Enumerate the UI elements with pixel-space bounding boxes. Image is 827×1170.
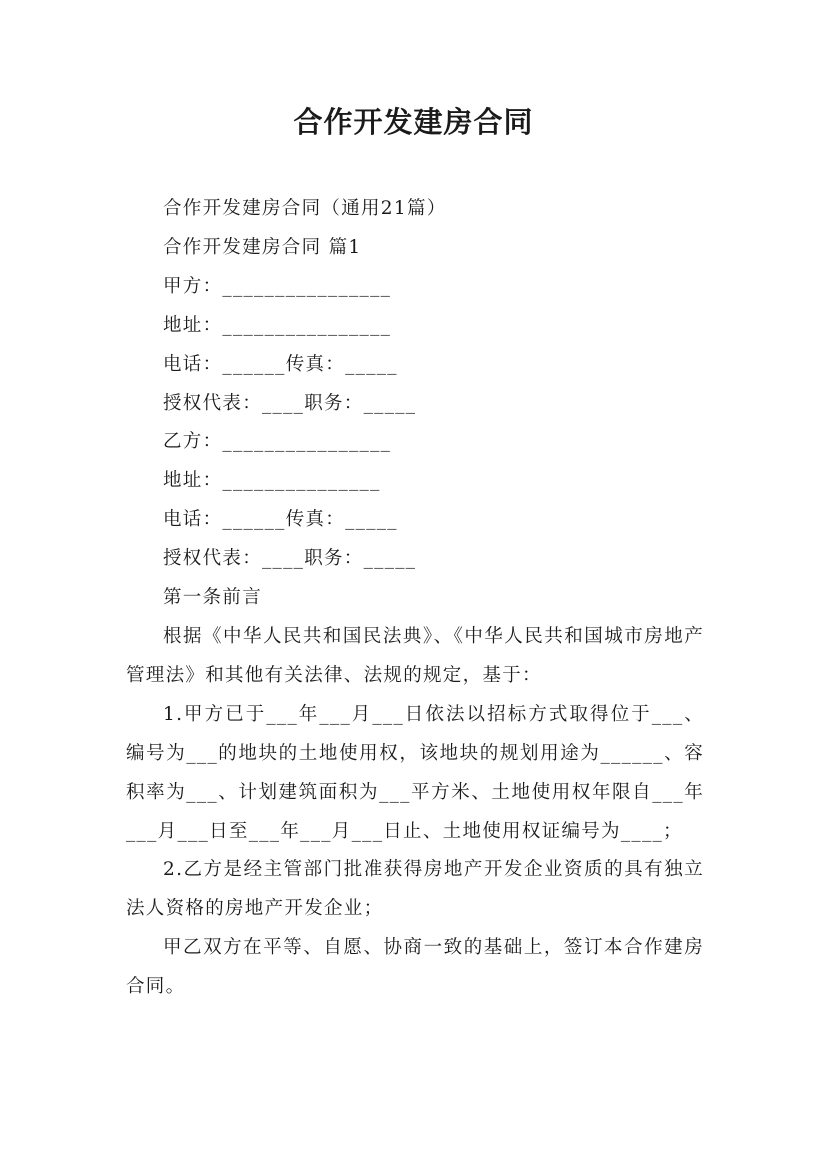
article-one-title: 第一条前言 <box>163 587 263 609</box>
paragraph-item-2: 2.乙方是经主管部门批准获得房地产开发企业资质的具有独立法人资格的房地产开发企业； <box>126 859 704 920</box>
paragraph-heading: 合作开发建房合同（通用21篇） <box>163 198 447 219</box>
party-b-address: 地址：_______________ <box>163 470 381 492</box>
party-a-name: 甲方：________________ <box>163 275 392 297</box>
paragraph-section-title: 合作开发建房合同 篇1 <box>163 236 362 258</box>
party-b-name: 乙方：________________ <box>163 431 392 453</box>
paragraph-agreement: 甲乙双方在平等、自愿、协商一致的基础上，签订本合作建房合同。 <box>126 937 704 998</box>
paragraph-item-1: 1.甲方已于___年___月___日依法以招标方式取得位于___、编号为___的地块的土地使用权，该地块的规划用途为______、容积率为___、计划建筑面积为___平方米、土地使用权年限自___年___月___日至___年___月___日止、土地使用权证编号为____； <box>126 703 704 842</box>
document-body <box>126 190 704 1007</box>
paragraph-legal-basis: 根据《中华人民共和国民法典》、《中华人民共和国城市房地产管理法》和其他有关法律、法规的规定，基于： <box>126 625 704 686</box>
party-a-phone-fax: 电话：______传真：_____ <box>163 353 398 375</box>
party-b-representative: 授权代表：____职务：_____ <box>163 548 417 570</box>
party-b-phone-fax: 电话：______传真：_____ <box>163 509 398 531</box>
party-a-address: 地址：________________ <box>163 314 392 336</box>
party-a-representative: 授权代表：____职务：_____ <box>163 392 417 414</box>
document-title: 合作开发建房合同 <box>293 105 534 139</box>
